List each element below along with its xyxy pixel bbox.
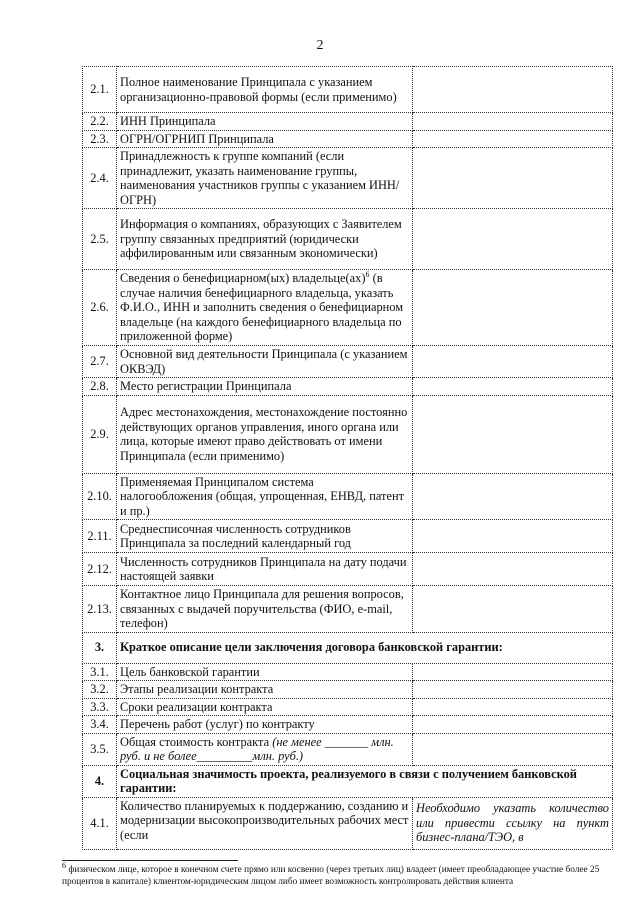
row-label: [117, 681, 413, 699]
row-label: [117, 270, 413, 346]
row-label: [117, 378, 413, 396]
row-label-text: Среднесписочная численность сотрудников Принципала за последний календарный год: [120, 521, 351, 550]
table-row: [83, 586, 613, 633]
row-label: [117, 698, 413, 716]
application-form-table: [82, 66, 613, 850]
row-number: 2.12.: [83, 553, 117, 586]
section-number: 3.: [83, 632, 117, 663]
row-label: [117, 209, 413, 270]
section-title: Социальная значимость проекта, реализуемого в связи с получением банковской гарантии:: [117, 765, 613, 797]
row-label-text: Основной вид деятельности Принципала (с указанием ОКВЭД): [120, 347, 408, 376]
row-number: 3.4.: [83, 716, 117, 734]
table-row: [83, 553, 613, 586]
row-value-field[interactable]: Необходимо указать количество или привести ссылку на пункт бизнес-плана/ТЭО, в: [413, 797, 613, 849]
row-number: 2.8.: [83, 378, 117, 396]
row-label: [117, 473, 413, 520]
row-value-field[interactable]: [413, 378, 613, 396]
row-label-text: ОГРН/ОГРНИП Принципала: [120, 131, 274, 146]
section-row: [83, 632, 613, 663]
row-label-text: Этапы реализации контракта: [120, 682, 274, 696]
row-label-text: Принадлежность к группе компаний (если принадлежит, указать наименование группы, наименования участников группы с указанием ИНН/ОГРН): [120, 149, 400, 207]
row-label-text: Адрес местонахождения, местонахождение постоянно действующих органов управления, иного органа или лица, которые имеют право действовать от имени Принципала (если применимо): [120, 405, 408, 463]
row-label-text: Полное наименование Принципала с указанием организационно-правовой формы (если применимо): [120, 75, 397, 104]
row-label: [117, 130, 413, 148]
table-row: [83, 663, 613, 681]
row-number: 2.10.: [83, 473, 117, 520]
page-number: 2: [316, 38, 324, 53]
row-value-field[interactable]: [413, 553, 613, 586]
row-label: [117, 113, 413, 131]
row-label-text: Контактное лицо Принципала для решения вопросов, связанных с выдачей поручительства (ФИО, e-mail, телефон): [120, 587, 404, 630]
row-value-field[interactable]: [413, 130, 613, 148]
row-number: 2.6.: [83, 270, 117, 346]
row-value-field[interactable]: [413, 209, 613, 270]
footnote: [62, 860, 618, 888]
footnote-reference: 6: [365, 270, 370, 280]
table-row: [83, 378, 613, 396]
table-row: [83, 67, 613, 113]
row-value-field[interactable]: [413, 395, 613, 473]
footnote-mark: 6: [62, 860, 66, 870]
row-number: 2.9.: [83, 395, 117, 473]
table-row: [83, 733, 613, 765]
row-value-field[interactable]: [413, 716, 613, 734]
row-number: 3.2.: [83, 681, 117, 699]
table-row: [83, 270, 613, 346]
row-label-text: Информация о компаниях, образующих с Заявителем группу связанных предприятий (юридически аффилированным или связанным экономически): [120, 217, 402, 261]
row-label-text: Перечень работ (услуг) по контракту: [120, 717, 315, 731]
row-label: Количество планируемых к поддержанию, созданию и модернизации высокопроизводительных рабочих мест (если: [117, 797, 413, 849]
table-row: [83, 209, 613, 270]
table-row: [83, 113, 613, 131]
row-number: 2.11.: [83, 520, 117, 553]
row-label-text: Сведения о бенефициарном(ых) владельце(ах): [120, 271, 366, 286]
row-value-field[interactable]: [413, 148, 613, 209]
row-label-text: Общая стоимость контракта: [120, 734, 273, 749]
section-row: [83, 765, 613, 797]
row-label: [117, 553, 413, 586]
row-label-text: Применяемая Принципалом система налогообложения (общая, упрощенная, ЕНВД, патент и пр.): [120, 474, 405, 518]
table-row: [83, 346, 613, 378]
row-label-text: Сроки реализации контракта: [120, 699, 273, 714]
row-value-field[interactable]: [413, 346, 613, 378]
row-label-text: Краткое описание цели заключения договора банковской гарантии:: [120, 640, 503, 655]
footnote-divider: [62, 860, 238, 861]
row-number: 2.3.: [83, 130, 117, 148]
row-number: 2.7.: [83, 346, 117, 378]
row-label: [117, 520, 413, 553]
table-row: [83, 395, 613, 473]
row-label-text: Место регистрации Принципала: [120, 379, 292, 393]
row-number: 2.1.: [83, 67, 117, 113]
table-row: [83, 681, 613, 699]
row-label: [117, 346, 413, 378]
table-row: [83, 698, 613, 716]
row-label-text: (в случае наличия бенефициарного владельца, указать Ф.И.О., ИНН и заполнить сведения о бенефициарном владельце (на каждого бенефициарного владельца по приложенной форме): [120, 271, 404, 344]
row-value-field[interactable]: [413, 270, 613, 346]
row-label-text: ИНН Принципала: [120, 114, 216, 128]
row-value-field[interactable]: [413, 113, 613, 131]
table-row: [83, 473, 613, 520]
section-number: 4.: [83, 765, 117, 797]
row-label-hint: (не менее _______ млн. руб. и не более_________млн. руб.): [120, 734, 394, 763]
row-number: 3.5.: [83, 733, 117, 765]
row-value-field[interactable]: [413, 586, 613, 633]
table-row: [83, 148, 613, 209]
row-label: [117, 733, 413, 765]
row-value-field[interactable]: [413, 520, 613, 553]
row-value-field[interactable]: [413, 681, 613, 699]
row-value-field[interactable]: [413, 473, 613, 520]
table-row: [83, 520, 613, 553]
row-number: 4.1.: [83, 797, 117, 849]
row-label-text: Цель банковской гарантии: [120, 664, 260, 679]
section-title: [117, 632, 613, 663]
row-label: [117, 395, 413, 473]
table-row: [83, 716, 613, 734]
footnote-text: физическом лице, которое в конечном счете прямо или косвенно (через третьих лиц) владеет (имеет преобладающее участие более 25 процентов в капитале) клиентом-юридическим лицом либо имеет возможность контролировать действия клиента: [62, 865, 600, 887]
row-label: [117, 586, 413, 633]
row-number: 2.13.: [83, 586, 117, 633]
row-value-field[interactable]: [413, 663, 613, 681]
row-number: 3.3.: [83, 698, 117, 716]
row-number: 3.1.: [83, 663, 117, 681]
row-number: 2.5.: [83, 209, 117, 270]
row-label-text: Численность сотрудников Принципала на дату подачи настоящей заявки: [120, 554, 407, 583]
row-number: 2.4.: [83, 148, 117, 209]
table-row: [83, 130, 613, 148]
row-value-field[interactable]: [413, 733, 613, 765]
row-label: [117, 67, 413, 113]
table-row: [83, 797, 613, 849]
row-value-field[interactable]: [413, 67, 613, 113]
row-label: [117, 663, 413, 681]
row-number: 2.2.: [83, 113, 117, 131]
row-label: [117, 148, 413, 209]
row-label: [117, 716, 413, 734]
row-value-field[interactable]: [413, 698, 613, 716]
